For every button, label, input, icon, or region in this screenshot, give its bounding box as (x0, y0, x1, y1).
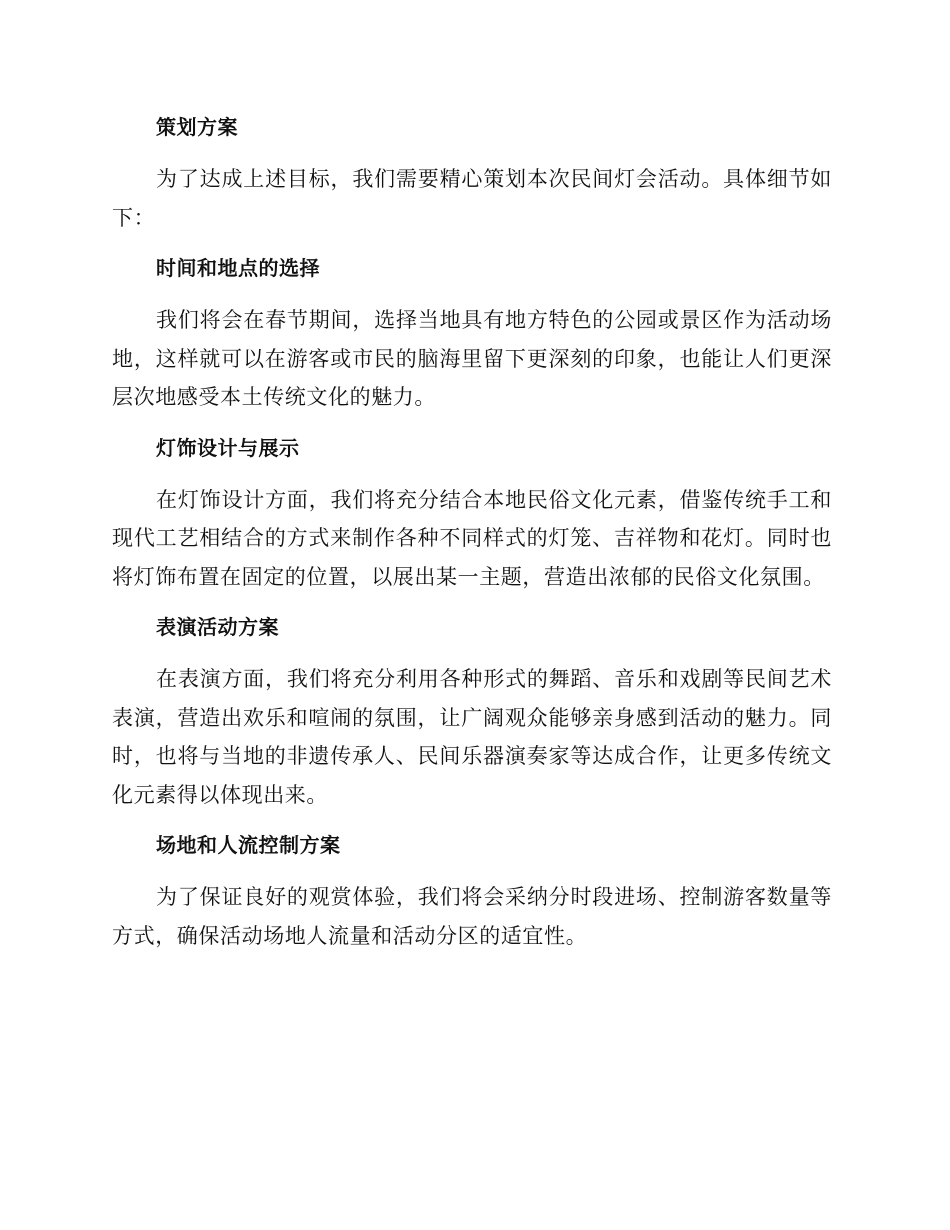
section-heading-time-location: 时间和地点的选择 (156, 256, 320, 280)
paragraph-lantern-design: 在灯饰设计方面，我们将充分结合本地民俗文化元素，借鉴传统手工和现代工艺相结合的方式来制作各种不同样式的灯笼、吉祥物和花灯。同时也将灯饰布置在固定的位置，以展出某一主题，营造出浓郁的民俗文化氛围。 (112, 487, 832, 589)
section-heading-lantern-design: 灯饰设计与展示 (156, 435, 300, 460)
section-heading-performance: 表演活动方案 (156, 615, 279, 639)
section-heading-plan: 策划方案 (156, 115, 238, 139)
paragraph-performance: 在表演方面，我们将充分利用各种形式的舞蹈、音乐和戏剧等民间艺术表演，营造出欢乐和喧闹的氛围，让广阔观众能够亲身感到活动的魅力。同时，也将与当地的非遗传承人、民间乐器演奏家等达成合作，让更多传统文化元素得以体现出来。 (112, 667, 832, 807)
document-page (112, 108, 832, 955)
paragraph-plan: 为了达成上述目标，我们需要精心策划本次民间灯会活动。具体细节如下： (112, 167, 832, 230)
section-heading-crowd-control: 场地和人流控制方案 (156, 833, 341, 857)
paragraph-crowd-control: 为了保证良好的观赏体验，我们将会采纳分时段进场、控制游客数量等方式，确保活动场地人流量和活动分区的适宜性。 (112, 885, 832, 948)
paragraph-time-location: 我们将会在春节期间，选择当地具有地方特色的公园或景区作为活动场地，这样就可以在游客或市民的脑海里留下更深刻的印象，也能让人们更深层次地感受本土传统文化的魅力。 (112, 308, 832, 409)
